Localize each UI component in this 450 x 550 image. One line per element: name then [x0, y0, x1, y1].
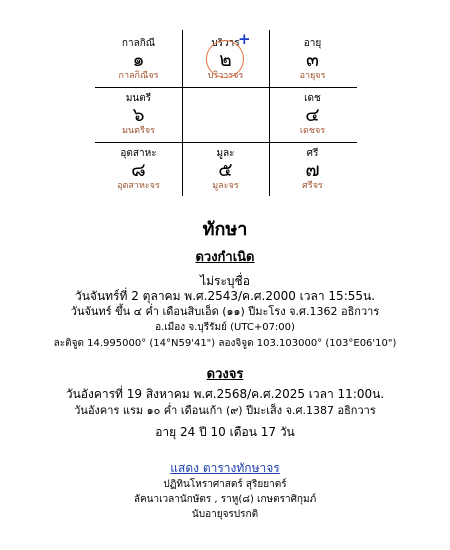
- cell-name: เดช: [304, 93, 321, 104]
- cell-name: อุตสาหะ: [120, 148, 157, 159]
- cell-name: อายุ: [303, 38, 322, 49]
- cell-name: มูละ: [216, 148, 235, 159]
- cell-name: มนตรี: [125, 93, 152, 104]
- transit-heading: ดวงจร: [206, 367, 244, 382]
- cell-det: [269, 93, 356, 137]
- birth-date: วันจันทร์ที่ 2 ตุลาคม พ.ศ.2543/ค.ศ.2000 เวลา 15:55น.: [74, 289, 376, 303]
- cell-number: ๖: [132, 104, 145, 126]
- cell-transit: บริวารจร: [207, 71, 244, 81]
- birth-heading: ดวงกำเนิด: [195, 250, 255, 265]
- footer-line: ปฏิทินโหราศาสตร์ สุริยยาตร์: [163, 479, 287, 490]
- cell-sri: [269, 148, 356, 192]
- cell-name: กาลกิณี: [121, 38, 156, 49]
- link-row: [0, 457, 450, 476]
- birth-place: อ.เมือง จ.บุรีรัมย์ (UTC+07:00): [155, 322, 295, 333]
- plus-icon: +: [238, 30, 251, 48]
- cell-number: ๘: [131, 159, 146, 181]
- cell-transit: เดชจร: [299, 126, 326, 136]
- cell-mula: [182, 148, 269, 192]
- show-transit-table-link[interactable]: แสดง ตารางทักษาจร: [170, 461, 280, 475]
- birth-name: ไม่ระบุชื่อ: [200, 274, 250, 288]
- cell-ayu: [269, 38, 356, 82]
- age-line: อายุ 24 ปี 10 เดือน 17 วัน: [155, 425, 295, 439]
- cell-transit: ศรีจร: [302, 181, 323, 191]
- cell-number: ๕: [218, 159, 233, 181]
- birth-coordinates: ละติจูด 14.995000° (14°N59'41") ลองจิจูด 103.103000° (103°E06'10"): [53, 338, 397, 349]
- cell-transit: มูละจร: [212, 181, 239, 191]
- grid-divider: [95, 142, 357, 143]
- cell-name: ศรี: [306, 148, 319, 159]
- cell-transit: มนตรีจร: [122, 126, 155, 136]
- cell-utsaha: [95, 148, 182, 192]
- cell-number: ๔: [305, 104, 320, 126]
- footer-line: ลัคนาเวลานักษัตร , ราหู(๘) เกษตราศิกุมภ์: [133, 494, 317, 505]
- cell-number: ๗: [305, 159, 320, 181]
- cell-kalakini: [95, 38, 182, 82]
- grid-divider: [95, 87, 357, 88]
- page-title: ทักษา: [202, 219, 248, 240]
- cell-number: ๓: [306, 49, 319, 71]
- cell-number: ๑: [132, 49, 145, 71]
- cell-number: ๒: [219, 49, 232, 71]
- cell-transit: อายุจร: [299, 71, 326, 81]
- cell-montri: [95, 93, 182, 137]
- birth-lunar-date: วันจันทร์ ขึ้น ๔ ค่ำ เดือนสิบเอ็ด (๑๑) ปีมะโรง จ.ศ.1362 อธิกวาร: [70, 305, 380, 318]
- cell-transit: กาลกิณีจร: [118, 71, 159, 81]
- cell-transit: อุตสาหะจร: [117, 181, 160, 191]
- footer-line: นับอายุจรปรกติ: [191, 509, 259, 520]
- cell-name: บริวาร: [211, 38, 240, 49]
- transit-lunar-date: วันอังคาร แรม ๑๐ ค่ำ เดือนเก้า (๙) ปีมะเส็ง จ.ศ.1387 อธิกวาร: [74, 404, 376, 417]
- transit-date: วันอังคารที่ 19 สิงหาคม พ.ศ.2568/ค.ศ.2025 เวลา 11:00น.: [65, 387, 385, 401]
